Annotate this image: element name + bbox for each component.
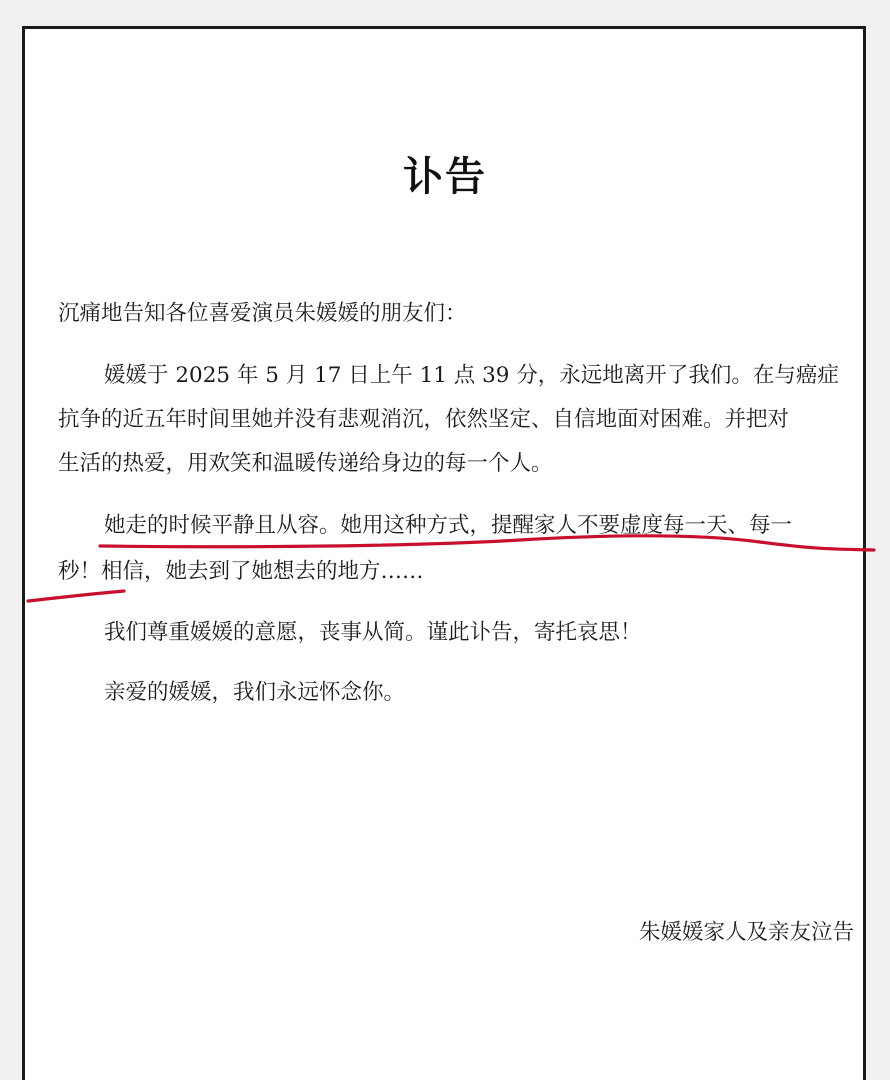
paragraph-1-line-3: 生活的热爱，用欢笑和温暖传递给身边的每一个人。	[58, 451, 553, 476]
paragraph-2-line-1: 她走的时候平静且从容。她用这种方式，提醒家人不要虚度每一天、每一	[104, 513, 793, 538]
paragraph-4: 亲爱的媛媛，我们永远怀念你。	[104, 680, 406, 705]
salutation: 沉痛地告知各位喜爱演员朱媛媛的朋友们：	[58, 301, 467, 326]
signature: 朱媛媛家人及亲友泣告	[638, 920, 854, 945]
paragraph-2-line-2: 秒！相信，她去到了她想去的地方……	[58, 559, 424, 584]
paragraph-1-line-2: 抗争的近五年时间里她并没有悲观消沉，依然坚定、自信地面对困难。并把对	[58, 407, 790, 432]
paragraph-3: 我们尊重媛媛的意愿，丧事从简。谨此讣告，寄托哀思！	[104, 620, 642, 645]
paragraph-1-line-1: 媛媛于 2025 年 5 月 17 日上午 11 点 39 分，永远地离开了我们。在与癌症	[104, 363, 839, 388]
document-title: 讣告	[403, 154, 487, 200]
